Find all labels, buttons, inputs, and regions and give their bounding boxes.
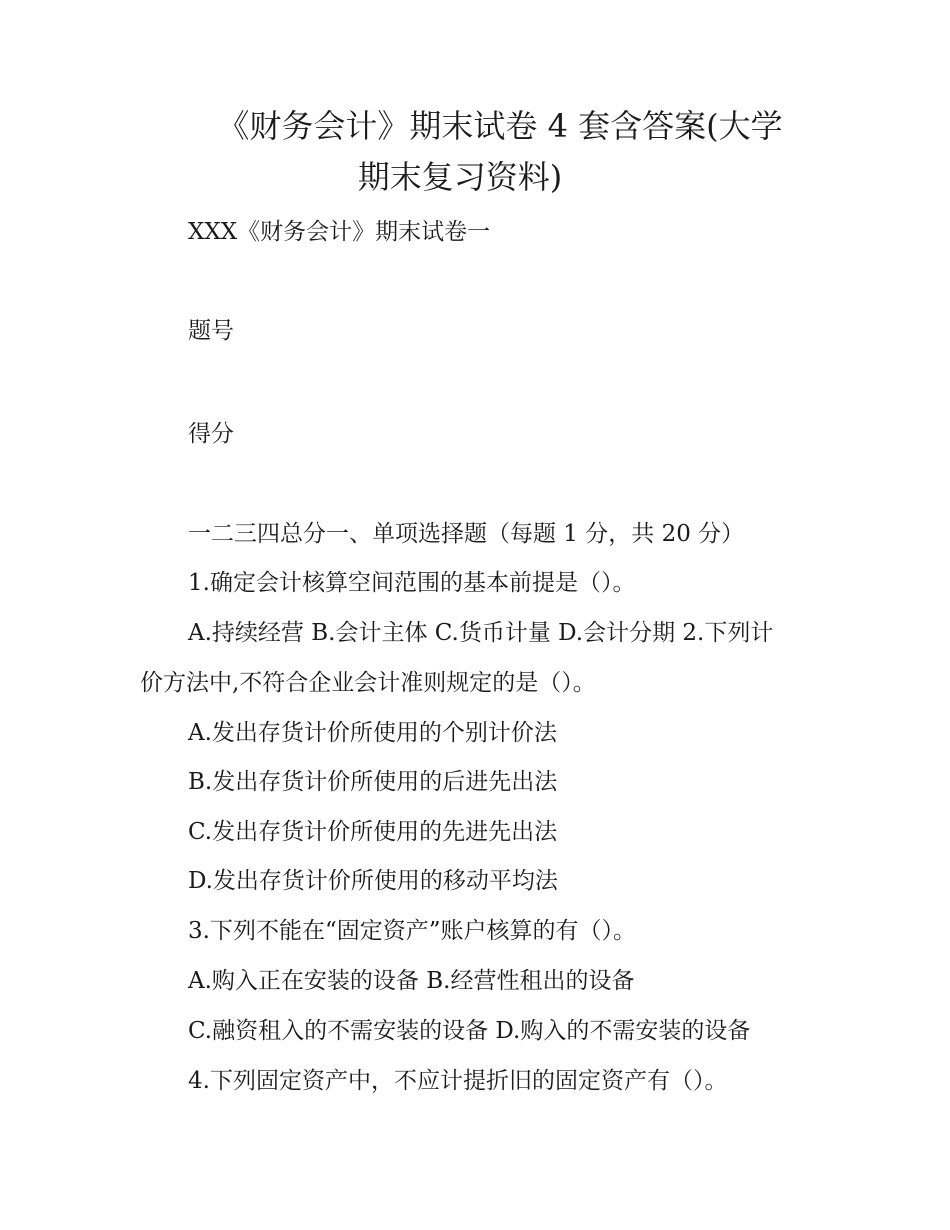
label-score: 得分 [188,421,234,447]
question-2-option-b: B.发出存货计价所使用的后进先出法 [188,769,558,795]
document-title-line2: 期末复习资料) [357,158,563,196]
question-2-option-a: A.发出存货计价所使用的个别计价法 [188,720,557,746]
question-2-option-d: D.发出存货计价所使用的移动平均法 [188,868,558,894]
question-1: 1.确定会计核算空间范围的基本前提是（）。 [188,570,636,596]
document-title-line1: 《财务会计》期末试卷 4 套含答案(大学 [217,107,783,145]
section-header: 一二三四总分一、单项选择题（每题 1 分，共 20 分） [188,521,745,547]
question-4: 4.下列固定资产中，不应计提折旧的固定资产有（）。 [188,1068,728,1094]
question-3-options-ab: A.购入正在安装的设备 B.经营性租出的设备 [188,968,635,994]
question-3-options-cd: C.融资租入的不需安装的设备 D.购入的不需安装的设备 [188,1018,751,1044]
question-1-options: A.持续经营 B.会计主体 C.货币计量 D.会计分期 2.下列计 [188,620,774,646]
exam-subtitle: XXX《财务会计》期末试卷一 [188,219,491,245]
question-2-continued: 价方法中,不符合企业会计准则规定的是（）。 [140,670,596,696]
question-2-option-c: C.发出存货计价所使用的先进先出法 [188,819,558,845]
question-3: 3.下列不能在“固定资产”账户核算的有（）。 [188,918,636,944]
label-question-number: 题号 [188,318,234,344]
